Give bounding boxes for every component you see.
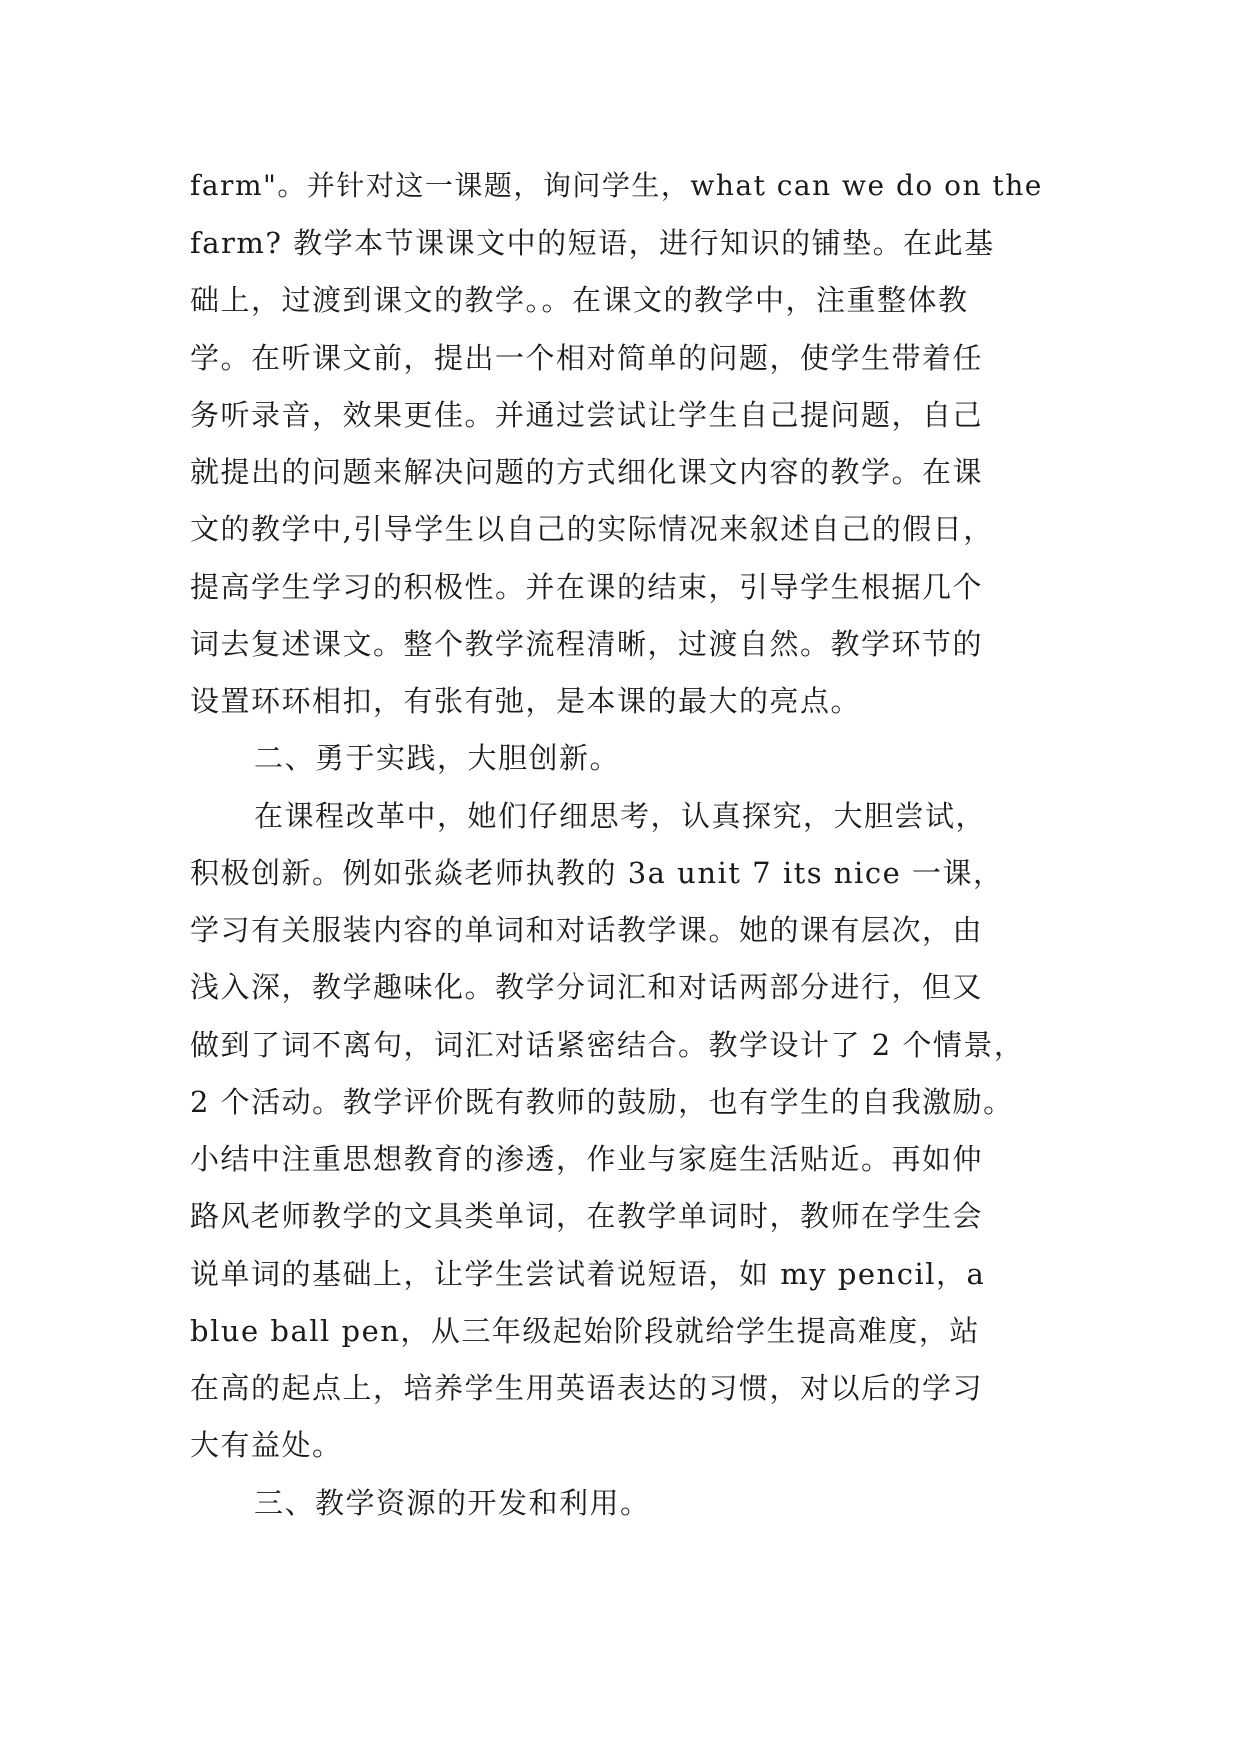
paragraph-1-line-3: 础上，过渡到课文的教学。。在课文的教学中，注重整体教 <box>190 283 969 317</box>
paragraph-1-line-1: farm"。并针对这一课题，询问学生，what can we do on the <box>190 169 1043 202</box>
paragraph-1-line-6: 就提出的问题来解决问题的方式细化课文内容的教学。在课 <box>190 455 984 489</box>
paragraph-2-line-11: 在高的起点上，培养学生用英语表达的习惯，对以后的学习 <box>190 1371 984 1405</box>
paragraph-1-line-2: farm? 教学本节课课文中的短语，进行知识的铺垫。在此基 <box>190 226 995 260</box>
paragraph-1-line-5: 务听录音，效果更佳。并通过尝试让学生自己提问题，自己 <box>190 398 984 432</box>
paragraph-2-line-4: 浅入深，教学趣味化。教学分词汇和对话两部分进行，但又 <box>190 970 984 1004</box>
paragraph-2-line-6: 2 个活动。教学评价既有教师的鼓励，也有学生的自我激励。 <box>190 1085 1014 1119</box>
paragraph-1-line-4: 学。在听课文前，提出一个相对简单的问题，使学生带着任 <box>190 341 984 375</box>
paragraph-2-line-9: 说单词的基础上，让学生尝试着说短语，如 my pencil，a <box>190 1257 986 1291</box>
section-heading-3: 三、教学资源的开发和利用。 <box>254 1486 651 1520</box>
paragraph-2-line-2: 积极创新。例如张焱老师执教的 3a unit 7 its nice 一课， <box>190 856 1004 890</box>
paragraph-1-line-8: 提高学生学习的积极性。并在课的结束，引导学生根据几个 <box>190 570 984 604</box>
paragraph-1-line-7: 文的教学中,引导学生以自己的实际情况来叙述自己的假日， <box>190 512 994 546</box>
paragraph-1-line-10: 设置环环相扣，有张有弛，是本课的最大的亮点。 <box>190 684 862 718</box>
section-heading-2: 二、勇于实践，大胆创新。 <box>254 741 621 775</box>
paragraph-2-line-10: blue ball pen，从三年级起始阶段就给学生提高难度，站 <box>190 1314 980 1348</box>
paragraph-2-line-12: 大有益处。 <box>190 1428 343 1462</box>
paragraph-2-line-5: 做到了词不离句，词汇对话紧密结合。教学设计了 2 个情景， <box>190 1028 1025 1062</box>
paragraph-1-line-9: 词去复述课文。整个教学流程清晰，过渡自然。教学环节的 <box>190 627 984 661</box>
paragraph-2-line-3: 学习有关服装内容的单词和对话教学课。她的课有层次，由 <box>190 913 984 947</box>
paragraph-2-line-7: 小结中注重思想教育的渗透，作业与家庭生活贴近。再如仲 <box>190 1142 984 1176</box>
paragraph-2-line-8: 路风老师教学的文具类单词，在教学单词时，教师在学生会 <box>190 1199 984 1233</box>
paragraph-2-line-1: 在课程改革中，她们仔细思考，认真探究，大胆尝试， <box>254 799 987 833</box>
